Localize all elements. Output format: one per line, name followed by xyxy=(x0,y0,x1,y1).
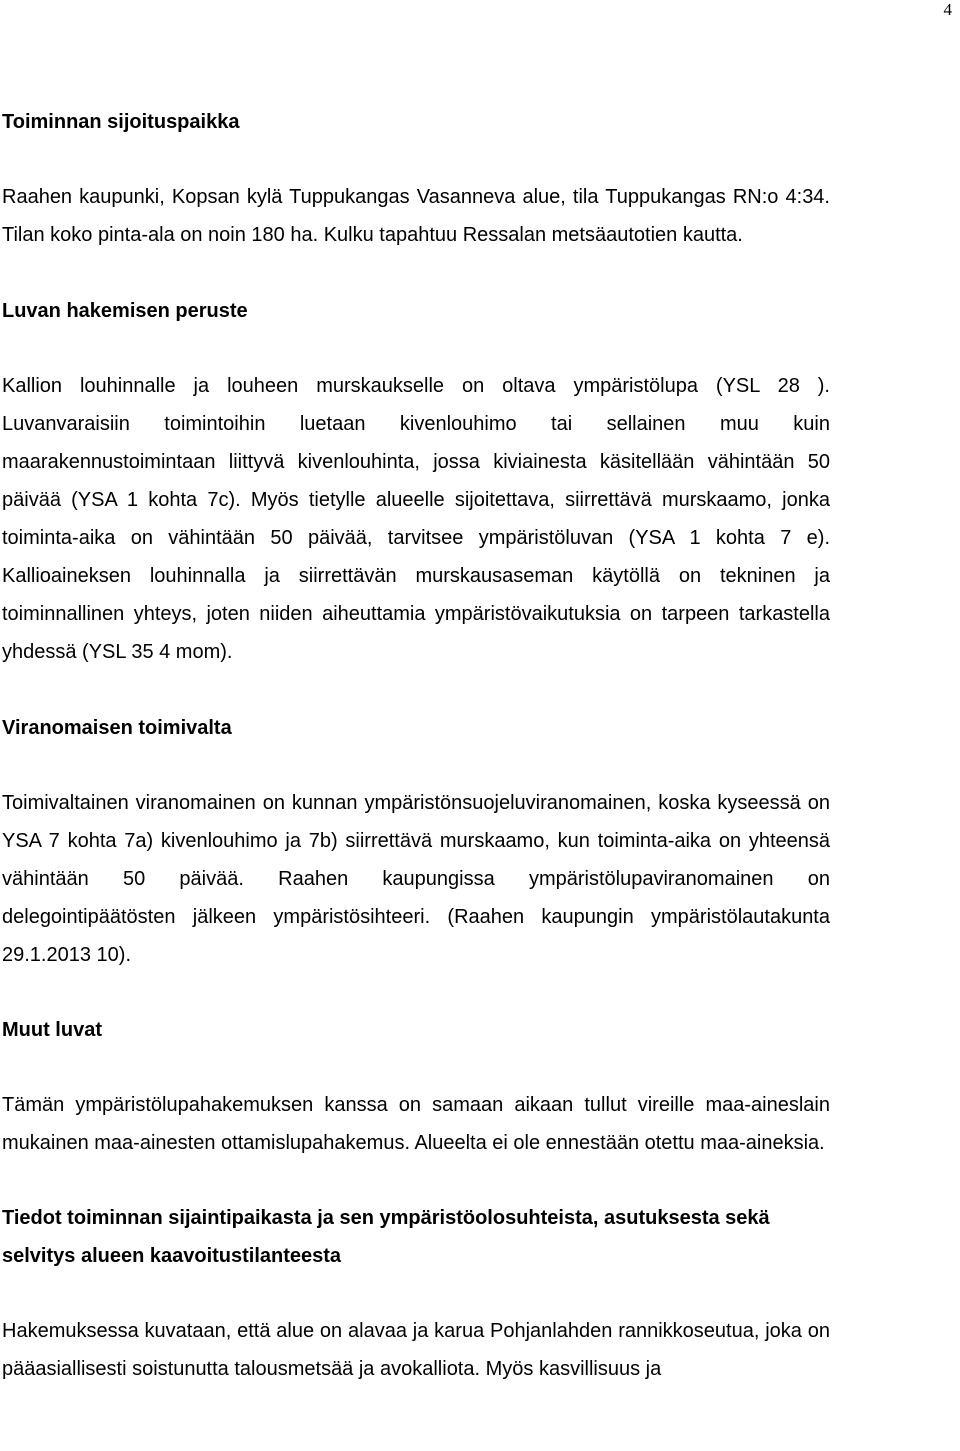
document-body xyxy=(2,103,830,1425)
section-sijaintipaikka-tiedot xyxy=(2,1199,830,1388)
section-viranomaisen-toimivalta xyxy=(2,709,830,974)
section-heading: Luvan hakemisen peruste xyxy=(2,300,248,322)
section-toiminnan-sijoituspaikka xyxy=(2,103,830,254)
section-paragraph: Kallion louhinnalle ja louheen murskaukselle on oltava ympäristölupa (YSL 28 ). Luvanvaraisiin toimintoihin luetaan kivenlouhimo tai sellainen muu kuin maarakennustoimintaan liittyvä kivenlouhinta, jossa kiviainesta käsitellään vähintään 50 päivää (YSA 1 kohta 7c). Myös tietylle alueelle sijoitettava, siirrettävä murskaamo, jonka toiminta-aika on vähintään 50 päivää, tarvitsee ympäristöluvan (YSA 1 kohta 7 e). Kallioaineksen louhinnalla ja siirrettävän murskausaseman käytöllä on tekninen ja toiminnallinen yhteys, joten niiden aiheuttamia ympäristövaikutuksia on tarpeen tarkastella yhdessä (YSL 35 4 mom). xyxy=(2,375,830,663)
section-paragraph: Raahen kaupunki, Kopsan kylä Tuppukangas Vasanneva alue, tila Tuppukangas RN:o 4:34. Tilan koko pinta-ala on noin 180 ha. Kulku tapahtuu Ressalan metsäautotien kautta. xyxy=(2,186,830,246)
section-heading: Toiminnan sijoituspaikka xyxy=(2,111,240,133)
page-number: 4 xyxy=(943,0,952,19)
section-heading: Viranomaisen toimivalta xyxy=(2,717,232,739)
section-paragraph: Tämän ympäristölupahakemuksen kanssa on samaan aikaan tullut vireille maa-aineslain mukainen maa-ainesten ottamislupahakemus. Alueelta ei ole ennestään otettu maa-aineksia. xyxy=(2,1094,830,1154)
section-heading: Muut luvat xyxy=(2,1019,102,1041)
section-paragraph: Hakemuksessa kuvataan, että alue on alavaa ja karua Pohjanlahden rannikkoseutua, joka on pääasiallisesti soistunutta talousmetsää ja avokalliota. Myös kasvillisuus ja xyxy=(2,1320,830,1380)
section-luvan-hakemisen-peruste xyxy=(2,292,830,671)
section-paragraph: Toimivaltainen viranomainen on kunnan ympäristönsuojeluviranomainen, koska kyseessä on YSA 7 kohta 7a) kivenlouhimo ja 7b) siirrettävä murskaamo, kun toiminta-aika on yhteensä vähintään 50 päivää. Raahen kaupungissa ympäristölupaviranomainen on delegointipäätösten jälkeen ympäristösihteeri. (Raahen kaupungin ympäristölautakunta 29.1.2013 10). xyxy=(2,792,830,966)
section-muut-luvat xyxy=(2,1011,830,1162)
section-heading: Tiedot toiminnan sijaintipaikasta ja sen ympäristöolosuhteista, asutuksesta sekä selvitys alueen kaavoitustilanteesta xyxy=(2,1207,770,1267)
